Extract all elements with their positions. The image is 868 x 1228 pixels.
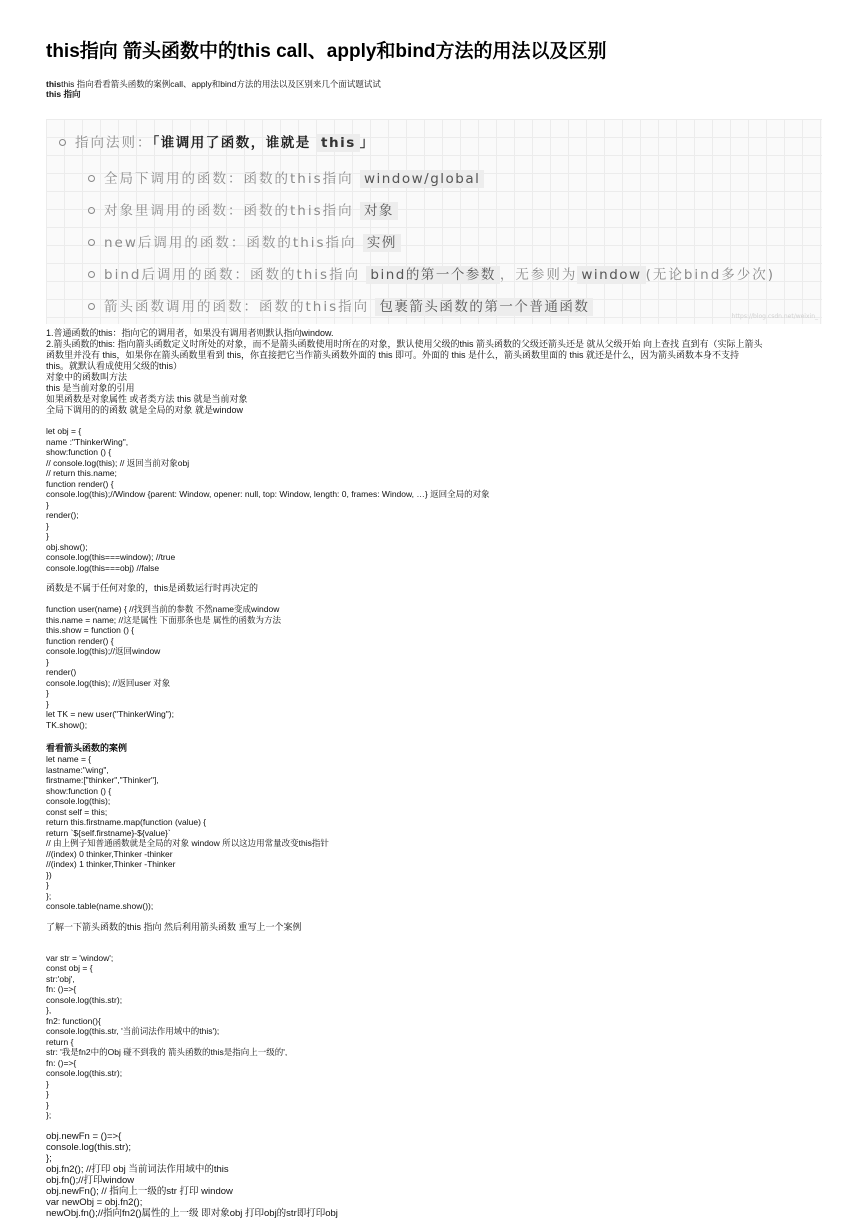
rule-item-text: 全局下调用的函数：函数的this指向 [104, 171, 354, 187]
circle-bullet-icon [88, 207, 95, 214]
intro-line-1 [46, 79, 822, 89]
rule-item-code: bind的第一个参数 [366, 266, 499, 284]
rule-end: 」 [359, 135, 375, 151]
rule-prefix: 指向法则： [75, 135, 153, 151]
rule-item [88, 295, 593, 315]
page-title: this指向 箭头函数中的this call、apply和bind方法的用法以及区别 [46, 41, 607, 62]
circle-bullet-icon [88, 239, 95, 246]
code-block-name: let name = { lastname:"wing", firstname:["thinker","Thinker"], show:function () { console.log(this); const self = this; return this.firstname.map(function (value) { return `${self.firstname}-${value}` // 由上例子知普通函数就是全局的对象 window 所以这边用常量改变this指针 //(index) 0 thinker,Thinker -thinker //(index) 1 thinker,Thinker -Thinker }) } }; console.table(name.show()); [46, 754, 329, 911]
code-block-obj: let obj = { name :"ThinkerWing", show:function () { // console.log(this); // 返回当前对象obj // return this.name; function render() { console.log(this);//Window {parent: Window, opener: null, top: Window, length: 0, frames: Window, …} 返回全局的对象 } render(); } } obj.show(); console.log(this===window); //true console.log(this===obj) //false [46, 426, 490, 573]
rule-item [88, 263, 775, 283]
rule-main [59, 131, 375, 151]
rule-emphasis: 「谁调用了函数，谁就是 [152, 135, 311, 151]
rules-figure [46, 119, 822, 324]
rule-code: this [317, 134, 360, 152]
rule-item-text: 箭头函数调用的函数：函数的this指向 [104, 299, 370, 315]
section-heading: 看看箭头函数的案例 [46, 743, 128, 753]
intro-line-2 [46, 89, 822, 99]
intro-bold: this [46, 79, 62, 89]
note-arrow: 了解一下箭头函数的this 指向 然后利用箭头函数 重写上一个案例 [46, 921, 302, 932]
intro-subtitle: this 指向 [46, 89, 81, 99]
circle-bullet-icon [59, 139, 66, 146]
circle-bullet-icon [88, 175, 95, 182]
code-block-calls: obj.newFn = ()=>{ console.log(this.str); }; obj.fn2(); //打印 obj 当前词法作用域中的this obj.fn();//打印window obj.newFn(); // 指向上一级的str 打印 window var newObj = obj.fn2(); newObj.fn();//指向fn2()属性的上一级 即对象obj 打印obj的str即打印obj [46, 1130, 338, 1219]
rule-item-text: 对象里调用的函数：函数的this指向 [104, 203, 354, 219]
circle-bullet-icon [88, 303, 95, 310]
rule-item [88, 199, 398, 219]
rule-item [88, 231, 401, 251]
intro [46, 79, 822, 99]
rule-item-code: window/global [360, 170, 484, 188]
rule-item-text: bind后调用的函数：函数的this指向 [104, 267, 361, 283]
watermark: https://blog.csdn.net/weixin_ [731, 313, 818, 320]
note-function: 函数是不属于任何对象的，this是函数运行时再决定的 [46, 583, 259, 593]
circle-bullet-icon [88, 271, 95, 278]
rule-item-code: 对象 [360, 202, 398, 220]
intro-text: this 指向看看箭头函数的案例call、apply和bind方法的用法以及区别来几个面试题试试 [61, 79, 381, 89]
rule-item-after: (无论bind多少次) [645, 267, 776, 283]
rule-item-text: new后调用的函数：函数的this指向 [104, 235, 357, 251]
rule-item-code: 包裹箭头函数的第一个普通函数 [375, 298, 593, 316]
explanation: 1.普通函数的this：指向它的调用者，如果没有调用者则默认指向window. 2.箭头函数的this: 指向箭头函数定义时所处的对象，而不是箭头函数使用时所在的对象，默认使用父级的this 箭头函数的父级还箭头还是 就从父级开始 向上查找 直到有（实际上箭头 函数里并没有 this，如果你在箭头函数里看到 this，你直接把它当作箭头函数外面的 this 即可。外面的 this 是什么，箭头函数里面的 this 就还是什么，因为箭头函数本身不支持 this。就默认看成使用父级的this） 对象中的函数叫方法 this 是当前对象的引用 如果函数是对象属性 或者类方法 this 就是当前对象 全局下调用的的函数 就是全局的对象 就是window [46, 328, 763, 415]
rule-item-code: 实例 [363, 234, 401, 252]
rule-item [88, 167, 484, 187]
code-block-user: function user(name) { //找到当前的参数 不然name变成window this.name = name; //这是属性 下面那条也是 属性的函数为方法 this.show = function () { function render() { console.log(this);//返回window } render() console.log(this); //返回user 对象 } } let TK = new user("ThinkerWing"); TK.show(); [46, 604, 281, 730]
rule-item-after: ，无参则为 [499, 267, 578, 283]
code-block-str: var str = 'window'; const obj = { str:'obj', fn: ()=>{ console.log(this.str); }, fn2: function(){ console.log(this.str, '当前词法作用域中的this'); return { str: '我是fn2中的Obj 碰不到我的 箭头函数的this是指向上一级的', fn: ()=>{ console.log(this.str); } } } }; [46, 952, 288, 1120]
rule-item-code: window [577, 266, 645, 284]
